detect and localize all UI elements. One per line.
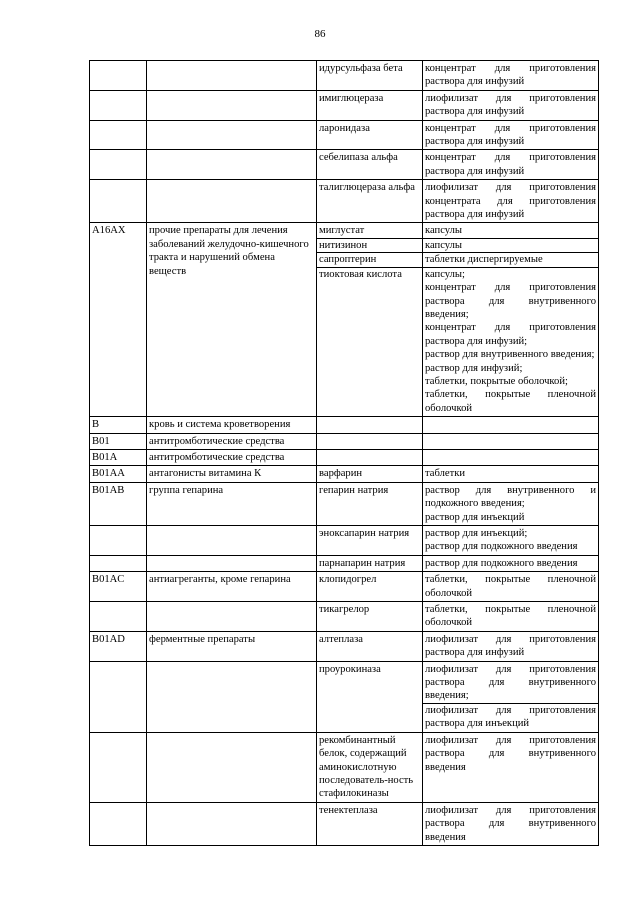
atc-code-cell: A16AX [90,223,147,417]
dosage-form: таблетки [425,468,466,480]
atc-code-cell: B01AD [90,631,147,661]
drug-name: тиоктовая кислота [317,267,422,281]
dosage-form: лиофилизат для приготовления концентрата для приготовления раствора для инфузий [425,182,596,221]
group-name-cell [147,61,317,91]
dosage-form-group [425,224,596,237]
group-name-cell [147,732,317,802]
drug-name-cell: эноксапарин натрия [317,526,423,556]
drug-name-cell: идурсульфаза бета [317,61,423,91]
atc-code-cell [90,555,147,571]
dosage-form: таблетки, покрытые оболочкой; [425,375,568,387]
drug-name-cell: себелипаза альфа [317,150,423,180]
dosage-form: таблетки, покрытые пленочной оболочкой [425,389,596,414]
dosage-form-cell [423,555,599,571]
dosage-form: концентрат для приготовления раствора для внутривенного введения; [425,282,596,320]
drug-name-cell: клопидогрел [317,572,423,602]
atc-code-cell [90,180,147,223]
dosage-form: концентрат для приготовления раствора для инфузий [425,152,596,177]
group-name-cell: прочие препараты для лечения заболеваний желудочно-кишечного тракта и нарушений обмена веществ [147,223,317,417]
table-row [90,661,599,732]
atc-code-cell: B01AC [90,572,147,602]
table-row [90,223,599,417]
drug-table [89,60,599,846]
table-row [90,449,599,465]
dosage-form-cell [423,631,599,661]
drug-name-cell [317,223,423,417]
atc-code-cell [90,61,147,91]
drug-name-cell: рекомбинантный белок, содержащий аминокислотную последователь-ность стафилокиназы [317,732,423,802]
dosage-form: раствор для инъекций [425,511,525,523]
page-number: 86 [314,28,326,40]
group-name-cell: антитромботические средства [147,449,317,465]
table-row [90,732,599,802]
dosage-form-cell [423,802,599,845]
drug-name: миглустат [319,225,365,237]
dosage-form: таблетки, покрытые пленочной оболочкой [425,604,596,629]
atc-code-cell [90,120,147,150]
dosage-form-cell [423,482,599,525]
atc-code-cell [90,150,147,180]
drug-name-cell [317,417,423,433]
table-row [90,482,599,525]
dosage-form-cell [423,602,599,632]
dosage-form: раствор для инъекций; [425,528,528,539]
drug-name-cell: тенектеплаза [317,802,423,845]
group-name-cell [147,802,317,845]
dosage-form-cell [423,180,599,223]
group-name-cell: антиагреганты, кроме гепарина [147,572,317,602]
table-row [90,526,599,556]
group-name-cell [147,180,317,223]
table-row [90,417,599,433]
drug-name-cell: имиглюцераза [317,90,423,120]
atc-code-cell [90,732,147,802]
dosage-form: раствор для подкожного введения [425,541,578,553]
atc-code-cell [90,602,147,632]
drug-name-cell: гепарин натрия [317,482,423,525]
dosage-form-cell [423,223,599,417]
group-name-cell: ферментные препараты [147,631,317,661]
dosage-form-cell [423,150,599,180]
dosage-form: концентрат для приготовления раствора для инфузий; [425,322,596,347]
drug-name-cell: парнапарин натрия [317,555,423,571]
dosage-form-group [423,238,598,252]
dosage-form-cell [423,449,599,465]
group-name-cell [147,90,317,120]
group-name-cell [147,526,317,556]
dosage-form: раствор для внутривенного и подкожного введения; [425,484,596,510]
group-name-cell: антитромботические средства [147,433,317,449]
table-row [90,180,599,223]
table-row [90,572,599,602]
group-name-cell: группа гепарина [147,482,317,525]
drug-name-cell: ларонидаза [317,120,423,150]
drug-name-cell [317,433,423,449]
drug-name: сапроптерин [317,252,422,266]
table-row [90,602,599,632]
dosage-form: раствор для инфузий; [425,362,523,374]
dosage-form: капсулы [425,239,463,251]
dosage-form: лиофилизат для приготовления раствора для внутривенного введения [425,804,596,843]
drug-name-cell: алтеплаза [317,631,423,661]
dosage-form: капсулы [425,225,463,237]
dosage-form-cell [423,466,599,482]
atc-code-cell [90,661,147,732]
dosage-form-cell [423,526,599,556]
dosage-form: таблетки диспергируемые [425,254,543,266]
atc-code-cell [90,90,147,120]
table-row [90,433,599,449]
table-row [90,631,599,661]
drug-name-cell [317,449,423,465]
table-row [90,466,599,482]
dosage-form-cell [423,90,599,120]
table-row [90,555,599,571]
group-name-cell [147,602,317,632]
dosage-form: лиофилизат для приготовления раствора для внутривенного введения; [425,663,596,702]
dosage-form: таблетки, покрытые пленочной оболочкой [425,574,596,599]
dosage-form: лиофилизат для приготовления раствора для инъекций [425,704,596,730]
dosage-form: концентрат для приготовления раствора для инфузий [425,63,596,88]
dosage-form-cell [423,120,599,150]
group-name-cell [147,555,317,571]
drug-name-cell: проурокиназа [317,661,423,732]
atc-code-cell: B [90,417,147,433]
drug-name: нитизинон [317,238,422,252]
atc-code-cell [90,802,147,845]
dosage-form: лиофилизат для приготовления раствора для инфузий [425,633,596,659]
table-row [90,802,599,845]
dosage-form-cell [423,732,599,802]
dosage-form: капсулы; [425,268,465,280]
dosage-form-cell [423,417,599,433]
dosage-form: лиофилизат для приготовления раствора для внутривенного введения [425,734,596,773]
dosage-form-cell [423,572,599,602]
atc-code-cell: B01AB [90,482,147,525]
table-row [90,150,599,180]
atc-code-cell [90,526,147,556]
drug-name-cell: талиглюцераза альфа [317,180,423,223]
table-row [90,120,599,150]
dosage-form: лиофилизат для приготовления раствора для инфузий [425,92,596,118]
dosage-form-cell [423,61,599,91]
dosage-form-group [423,252,598,266]
group-name-cell: антагонисты витамина К [147,466,317,482]
dosage-form-cell [423,433,599,449]
table-row [90,61,599,91]
group-name-cell: кровь и система кроветворения [147,417,317,433]
group-name-cell [147,150,317,180]
dosage-form: раствор для внутривенного введения; [425,349,595,361]
drug-name-cell: тикагрелор [317,602,423,632]
table-row [90,90,599,120]
dosage-form-group [423,267,598,415]
group-name-cell [147,661,317,732]
group-name-cell [147,120,317,150]
dosage-form: концентрат для приготовления раствора для инфузий [425,122,596,148]
dosage-form-cell [423,661,599,732]
atc-code-cell: B01 [90,433,147,449]
atc-code-cell: B01AA [90,466,147,482]
dosage-form: раствор для подкожного введения [425,557,578,569]
drug-name-cell: варфарин [317,466,423,482]
atc-code-cell: B01A [90,449,147,465]
